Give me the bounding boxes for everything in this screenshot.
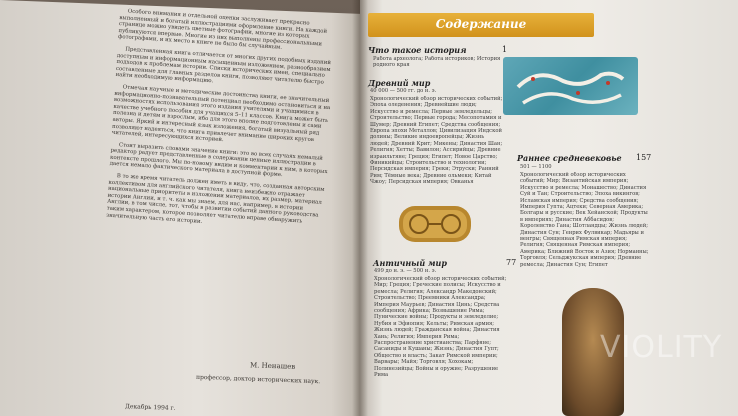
toc-entry-page: 77 [506, 258, 517, 267]
toc-entry-sub: Хронологический обзор исторических событий; Мир; Греция; Греческие полисы; Искусство и ремесла; Религия; Александр Македонский; Строительство; Преемники Александра; Империя Маурьев; Династия Цинь; Средства сообщения; Африка; Возвышение Рима; Пунические войны; Продукты и земледелие; Нубия и Эфиопия; Кельты; Римская армия; Жизнь людей; Гражданская война; Династия Хань; Религия; Империя Рима; Распространение христианства; Парфяне; Сасаниды и Кушаны; Жизнь; Династия Гупт; Общество и власть; Закат Римской империи; Варвары; Майя; Торговля; Хохокам; Полинезийцы; Войны и оружие; Разрушение Рима [374, 276, 507, 379]
paragraph: Представленная книга отличается от многих других подобных изданий доступным и информационным насыщенным изложением, разнообразием подходов к проблемам истории. Списки исторических имен, специально составленные для главных разделов книги, позволяют читателю быстро найти необходимую информацию. [115, 46, 332, 86]
toc-entry-sub: Хронологический обзор исторических событий; Эпоха оледенения; Древнейшие люди; Искусство и ремесла; Первые земледельцы; Строительство; Первые города; Месопотамия и Шумер; Древний Египет; Средства сообщения; Европа эпохи Металлов; Цивилизация Индской долины; Великие индоевропейцы; Жизнь людей; Древний Крит; Микены; Династия Шан; Религия; Хетты; Вавилон; Ассирийцы; Древние израильтяне; Греция; Египет; Новое Царство; Финикийцы; Строительство и технологии; Персидская империя; Греки; Этруски; Ранний Рим; Тёмные века; Древние ольмеки; Китай Чжоу; Персидская империя; Овканья [370, 96, 503, 186]
toc-entry-page: 157 [636, 153, 652, 162]
toc-entry-title: Античный мир [373, 258, 447, 268]
toc-entry-page: 1 [502, 45, 508, 54]
toc-entry-title: Древний мир [368, 78, 431, 88]
watermark: VIOLITY [600, 330, 723, 365]
toc-entry-dates: 499 до н. э. — 500 н. э. [374, 268, 437, 274]
toc-entry-dates: 501 — 1100 [520, 164, 552, 170]
toc-entry-title: Раннее средневековье [517, 153, 622, 163]
fresco-illustration [503, 57, 638, 115]
animal-fresco-icon [503, 57, 638, 115]
toc-entry-dates: 40 000 — 500 гг. до н. э. [370, 88, 437, 94]
contents-title: Содержание [435, 17, 527, 31]
toc-entry-sub: Работа археолога; Работа историков; История родного края [373, 56, 501, 69]
contents-banner [368, 13, 594, 37]
paragraph: Стоит выразить словами значение книги: это во всех случаях немалый редактор радует представленные в содержании ценные иллюстрации в контексте прошлого. Мы по-новому видим и комментарии к ним, в которых дается немало фактического материала в доступной форме. [109, 141, 328, 179]
toc-entry-sub: Хронологический обзор исторических событий; Мир; Византийская империя; Искусство и ремесла; Монашество; Династия Суй и Тан; Строительство; Эпоха викингов; Исламская империя; Средства сообщения; Империя Гупта; Ацтеки; Северная Америка; Болгары и русские; Век Хейанской; Продукты в империях; Династия Аббасидов; Королевство Гана; Шотландцы; Жизнь людей; Династия Сун; Генрих Фулвикар; Мадьяры и венгры; Священная Римская империя; Религия; Священная Римская империя; Америка; Ближний Восток и Азия; Норманны; Торговля; Сельджукская империя; Древние ремесла; Династия Сун; Египет [520, 172, 649, 268]
gold-brooch-icon [397, 200, 473, 248]
paragraph: Отмечая научные и методические достоинства книги, ее значительный информационно-познавательный потенциал необходимо остановиться и на возможностях использования этого издания учителями и учащимися в качестве учебного пособия для учащихся 5–11 классов. Книга может быть полезна и детям и взрослым, ибо для этого вполне подготовлены и сами авторы. Яркий и интересный язык изложения, богатый визуальный ряд позволяют надеяться, что книга привлечет внимание широких кругов читателей, интересующихся историей. [111, 84, 331, 144]
book-gutter [352, 0, 368, 416]
paragraph: В то же время читатель должен иметь в виду, что, созданная авторским коллективом для английского читателя, книга неизбежно отражает национальные приоритеты в изложении материалов, их размер, материал истории Англии, и т. ч. как мы знаем, для нас, например, в истории Англии, в том числе, тот, чтобы в развитии событий данного руководства таким характером, которое позволяет читателю вправе обнаружить значительную часть его истории. [106, 173, 325, 225]
signature-title: профессор, доктор исторических наук. [195, 373, 321, 386]
left-page-text [93, 8, 339, 416]
signature: М. Ненашев [249, 361, 296, 371]
paragraph: Особого внимания и отдельной оценки заслуживает прекрасно выполненный и богатый иллюстрациями оформление книги. На каждой странице можно увидеть цветные фотографии, многие из которых публикуются впервые. Многие из них выполнены профессиональными фотографами, и их место в книге не было бы случайным. [117, 8, 328, 52]
date: Декабрь 1994 г. [124, 403, 176, 412]
toc-entry-title: Что такое история [368, 45, 467, 55]
